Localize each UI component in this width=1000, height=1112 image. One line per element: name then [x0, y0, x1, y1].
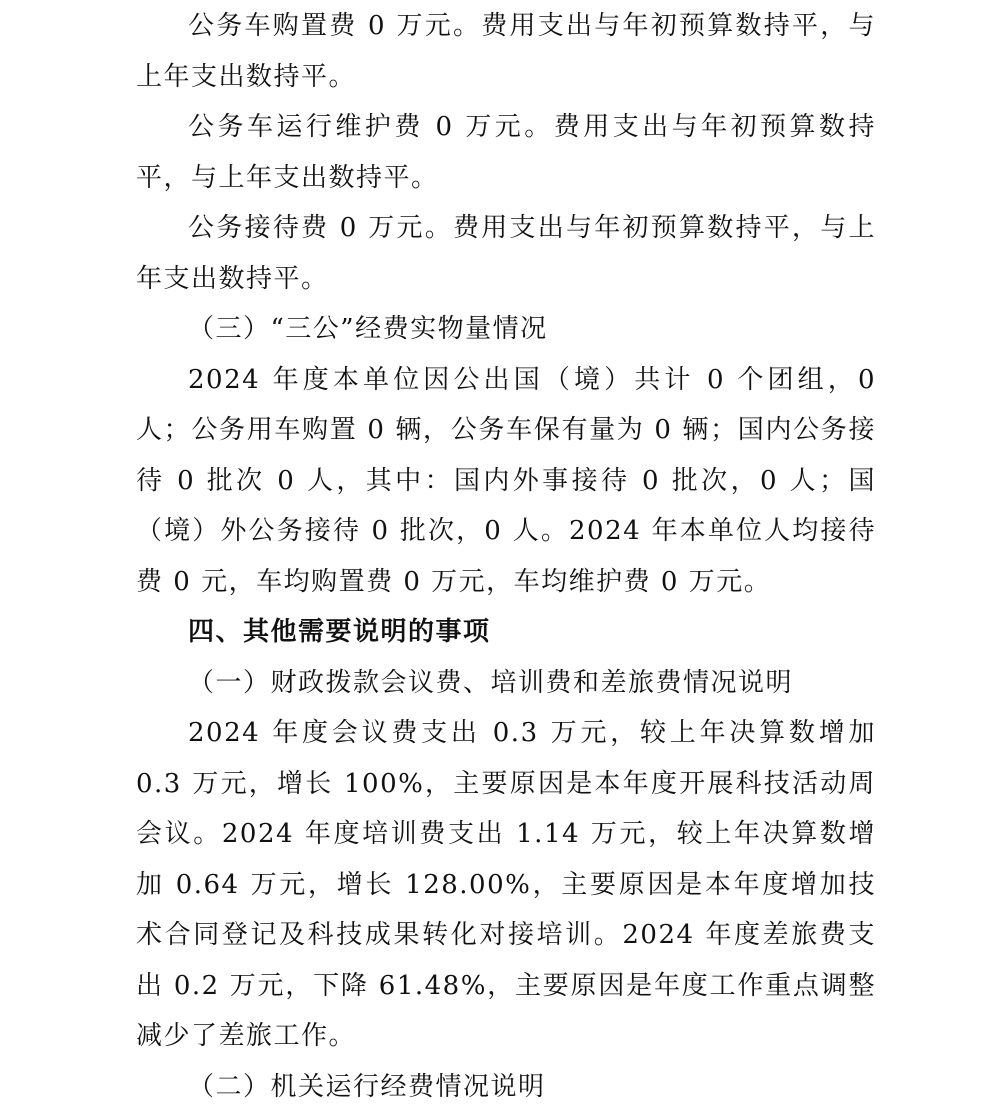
- document-body: [136, 0, 876, 1112]
- heading-sangong-physical: （三）“三公”经费实物量情况: [136, 304, 876, 355]
- paragraph-reception-fee: 公务接待费 0 万元。费用支出与年初预算数持平，与上年支出数持平。: [136, 203, 876, 304]
- paragraph-vehicle-maintenance: 公务车运行维护费 0 万元。费用支出与年初预算数持平，与上年支出数持平。: [136, 102, 876, 203]
- heading-operating-expenses: （二）机关运行经费情况说明: [136, 1062, 876, 1112]
- paragraph-sangong-physical: 2024 年度本单位因公出国（境）共计 0 个团组，0 人；公务用车购置 0 辆，公务车保有量为 0 辆；国内公务接待 0 批次 0 人，其中：国内外事接待 0 批次，0 人；国（境）外公务接待 0 批次，0 人。2024 年本单位人均接待费 0 元，车均购置费 0 万元，车均维护费 0 万元。: [136, 355, 876, 608]
- paragraph-meeting-training-travel: 2024 年度会议费支出 0.3 万元，较上年决算数增加 0.3 万元，增长 100%，主要原因是本年度开展科技活动周会议。2024 年度培训费支出 1.14 万元，较上年决算数增加 0.64 万元，增长 128.00%，主要原因是本年度增加技术合同登记及科技成果转化对接培训。2024 年度差旅费支出 0.2 万元，下降 61.48%，主要原因是年度工作重点调整减少了差旅工作。: [136, 708, 876, 1062]
- heading-section-four: 四、其他需要说明的事项: [136, 607, 876, 658]
- paragraph-vehicle-purchase: 公务车购置费 0 万元。费用支出与年初预算数持平，与上年支出数持平。: [136, 1, 876, 102]
- heading-meeting-training-travel: （一）财政拨款会议费、培训费和差旅费情况说明: [136, 658, 876, 709]
